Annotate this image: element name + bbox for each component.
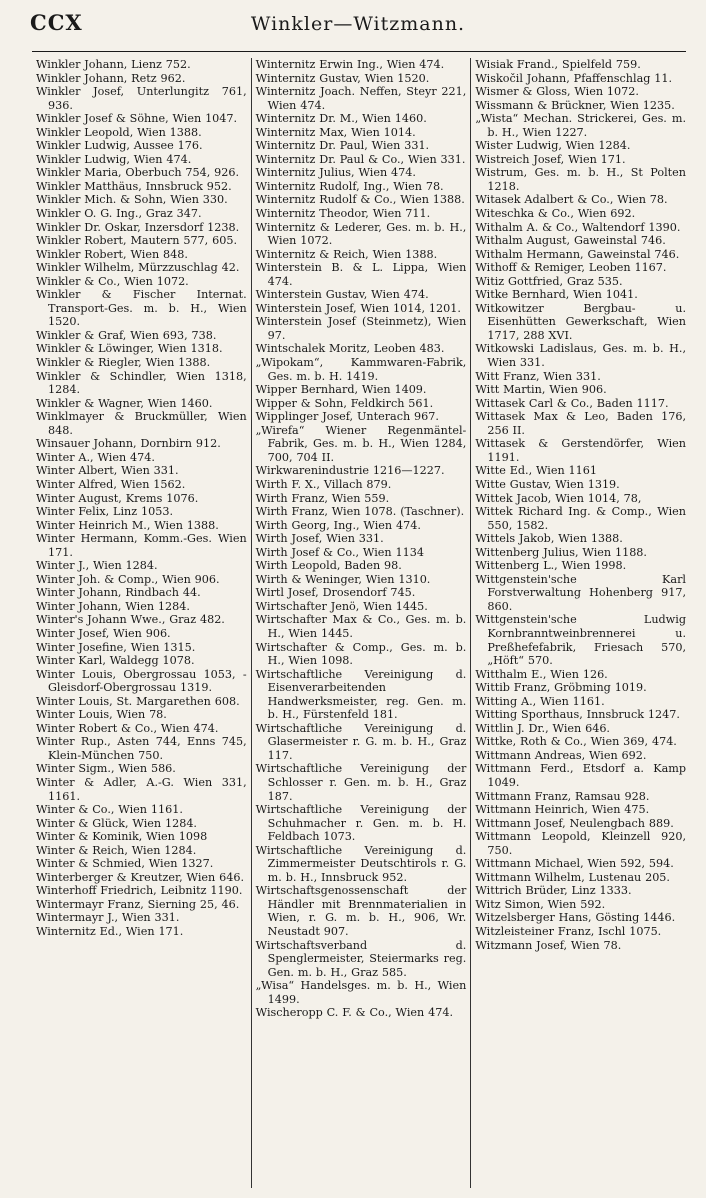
directory-entry: Winter's Johann Wwe., Graz 482. [36, 613, 225, 627]
directory-entry: Witte Ed., Wien 1161 [475, 464, 598, 478]
directory-entry: Wirth Josef, Wien 331. [255, 532, 384, 546]
directory-entry: Winternitz Gustav, Wien 1520. [255, 71, 430, 85]
directory-entry: Wintermayr J., Wien 331. [36, 911, 180, 925]
directory-entry: Wirth Leopold, Baden 98. [255, 559, 402, 573]
directory-entry: Wirtschaftsverband d. Spenglermeister, Steiermarks reg. Gen. m. b. H., Graz 585. [255, 938, 467, 979]
page-title: Winkler—Witzmann. [250, 13, 466, 35]
directory-entry: Winter Johann, Rindbach 44. [36, 586, 201, 600]
directory-entry: Winter & Kominik, Wien 1098 [36, 830, 208, 844]
directory-entry: Wirth & Weninger, Wien 1310. [255, 572, 431, 586]
directory-entry: Winter Joh. & Comp., Wien 906. [36, 572, 220, 586]
directory-entry: Withalm August, Gaweinstal 746. [475, 234, 666, 248]
directory-entry: Winterstein B. & L. Lippa, Wien 474. [255, 261, 467, 288]
directory-entry: Winkler Ludwig, Wien 474. [36, 152, 192, 166]
directory-entry: Wirth Georg, Ing., Wien 474. [255, 518, 421, 532]
directory-entry: Withoff & Remiger, Leoben 1167. [475, 261, 667, 275]
directory-entry: Witzleisteiner Franz, Ischl 1075. [475, 925, 662, 938]
directory-entry: Winter Heinrich M., Wien 1388. [36, 518, 219, 532]
column-3 [470, 58, 690, 1188]
directory-entry: Wirkwarenindustrie 1216—1227. [255, 464, 445, 478]
directory-entry: Witkowitzer Bergbau- u. Eisenhütten Gewerkschaft, Wien 1717, 288 XVI. [475, 301, 687, 342]
column-2 [251, 58, 471, 1188]
directory-entry: „Wisa“ Handelsges. m. b. H., Wien 1499. [255, 979, 467, 1006]
directory-entry: Winter Alfred, Wien 1562. [36, 477, 186, 491]
directory-entry: Winter & Glück, Wien 1284. [36, 816, 197, 830]
directory-entry: Winkler O. G. Ing., Graz 347. [36, 207, 202, 221]
directory-entry: Wittek Jacob, Wien 1014, 78, [475, 491, 642, 505]
directory-entry: Winterstein Josef, Wien 1014, 1201. [255, 301, 461, 315]
directory-entry: Winter Robert & Co., Wien 474. [36, 721, 219, 735]
directory-entry: Winter Sigm., Wien 586. [36, 762, 176, 776]
directory-entry: Witzelsberger Hans, Gösting 1446. [475, 911, 676, 925]
page-header [30, 10, 686, 42]
directory-entry: Winternitz Julius, Wien 474. [255, 166, 416, 180]
directory-entry: Wittels Jakob, Wien 1388. [475, 532, 623, 546]
directory-entry: Winkler Ludwig, Aussee 176. [36, 139, 203, 153]
directory-entry: Wittmann Leopold, Kleinzell 920, 750. [475, 830, 687, 857]
directory-entry: Winkler & Schindler, Wien 1318, 1284. [36, 369, 247, 397]
page-number: CCX [30, 10, 83, 35]
directory-entry: Winkler Johann, Lienz 752. [36, 58, 191, 71]
directory-entry: Winter Josef, Wien 906. [36, 626, 171, 640]
directory-entry: Winkler & Graf, Wien 693, 738. [36, 328, 217, 342]
directory-entry: Winkler Robert, Wien 848. [36, 247, 188, 261]
directory-entry: Witiz Gottfried, Graz 535. [475, 274, 623, 288]
directory-entry: Wittib Franz, Gröbming 1019. [475, 681, 647, 695]
directory-entry: Winter Johann, Wien 1284. [36, 599, 190, 613]
directory-entry: Witz Simon, Wien 592. [475, 897, 606, 911]
directory-entry: Winternitz Max, Wien 1014. [255, 125, 416, 139]
directory-entry: Wittke, Roth & Co., Wien 369, 474. [475, 735, 677, 749]
directory-entry: Winter Josefine, Wien 1315. [36, 640, 196, 654]
directory-entry: Winternitz Rudolf & Co., Wien 1388. [255, 193, 465, 207]
directory-entry: Winterberger & Kreutzer, Wien 646. [36, 870, 245, 884]
directory-entry: Winter Louis, Wien 78. [36, 708, 167, 722]
directory-entry: Winkler Leopold, Wien 1388. [36, 125, 202, 139]
directory-entry: Winkler Matthäus, Innsbruck 952. [36, 179, 232, 193]
directory-entry: Wipper Bernhard, Wien 1409. [255, 383, 427, 397]
directory-entry: Wiskočil Johann, Pfaffenschlag 11. [475, 71, 673, 85]
directory-entry: Wittmann Franz, Ramsau 928. [475, 789, 650, 803]
directory-entry: Wirtl Josef, Drosendorf 745. [255, 586, 416, 600]
directory-entry: Wittek Richard Ing. & Comp., Wien 550, 1582. [475, 505, 687, 532]
directory-entry: Witting Sporthaus, Innsbruck 1247. [475, 708, 680, 722]
directory-entry: Wittlin J. Dr., Wien 646. [475, 721, 610, 735]
directory-entry: Witkowski Ladislaus, Ges. m. b. H., Wien 331. [475, 342, 687, 370]
directory-entry: Witke Bernhard, Wien 1041. [475, 288, 638, 302]
directory-entry: „Wista“ Mechan. Strickerei, Ges. m. b. H., Wien 1227. [475, 112, 687, 139]
directory-entry: Wittmann Andreas, Wien 692. [475, 748, 647, 762]
directory-entry: Wintermayr Franz, Sierning 25, 46. [36, 897, 240, 911]
directory-entry: Wittmann Ferd., Etsdorf a. Kamp 1049. [475, 762, 687, 789]
directory-entry: Winternitz Ed., Wien 171. [36, 925, 184, 938]
directory-entry: Wistreich Josef, Wien 171. [475, 152, 626, 166]
directory-entry: Wischeropp C. F. & Co., Wien 474. [255, 1006, 454, 1020]
directory-entry: Winkler & Löwinger, Wien 1318. [36, 342, 223, 356]
directory-entry: Witthalm E., Wien 126. [475, 667, 608, 681]
directory-entry: Wittgenstein'sche Ludwig Kornbranntweinbrennerei u. Preßhefefabrik, Friesach 570, „Höft“ 570. [475, 613, 687, 668]
directory-entry: Winter J., Wien 1284. [36, 559, 158, 573]
directory-entry: Witt Franz, Wien 331. [475, 369, 601, 383]
directory-entry: Wittgenstein'sche Karl Forstverwaltung Hohenberg 917, 860. [475, 572, 687, 613]
directory-entry: „Wirefa“ Wiener Regenmäntel-Fabrik, Ges. m. b. H., Wien 1284, 700, 704 II. [255, 423, 467, 464]
directory-entry: Wirtschaftliche Vereinigung d. Glasermeister r. G. m. b. H., Graz 117. [255, 721, 467, 762]
directory-entry: Wirth Josef & Co., Wien 1134 [255, 545, 424, 559]
directory-entry: Wittenberg Julius, Wien 1188. [475, 545, 647, 559]
directory-entry: Winsauer Johann, Dornbirn 912. [36, 437, 221, 451]
directory-entry: Winter & Co., Wien 1161. [36, 803, 183, 817]
directory-entry: Winternitz & Lederer, Ges. m. b. H., Wien 1072. [255, 220, 467, 248]
directory-entry: Wirth Franz, Wien 1078. (Taschner). [255, 505, 465, 519]
directory-entry: Wirtschafter Max & Co., Ges. m. b. H., Wien 1445. [255, 613, 467, 640]
directory-entry: Winternitz Dr. M., Wien 1460. [255, 112, 427, 126]
directory-entry: Wittasek & Gerstendörfer, Wien 1191. [475, 437, 687, 464]
directory-entry: Winternitz Dr. Paul, Wien 331. [255, 139, 430, 153]
header-rule [32, 51, 686, 52]
directory-entry: Winter Louis, St. Margarethen 608. [36, 694, 240, 708]
directory-entry: Wipplinger Josef, Unterach 967. [255, 410, 439, 424]
directory-entry: Wissmann & Brückner, Wien 1235. [475, 98, 675, 112]
directory-entry: Withalm A. & Co., Waltendorf 1390. [475, 220, 681, 234]
directory-entry: Wittasek Carl & Co., Baden 1117. [475, 396, 669, 410]
directory-entry: Winter & Adler, A.-G. Wien 331, 1161. [36, 775, 247, 803]
directory-entry: Wirtschaftliche Vereinigung d. Eisenverarbeitenden Handwerksmeister, reg. Gen. m. b. H., Fürstenfeld 181. [255, 667, 467, 722]
directory-entry: Wisiak Frand., Spielfeld 759. [475, 58, 641, 71]
directory-entry: Winkler Josef & Söhne, Wien 1047. [36, 112, 238, 126]
directory-entry: Wintschalek Moritz, Leoben 483. [255, 342, 445, 356]
directory-entry: Wirtschafter & Comp., Ges. m. b. H., Wien 1098. [255, 640, 467, 668]
directory-entry: Winternitz Dr. Paul & Co., Wien 331. [255, 152, 466, 166]
directory-entry: Wirth Franz, Wien 559. [255, 491, 390, 505]
directory-entry: Wittmann Michael, Wien 592, 594. [475, 857, 674, 871]
directory-entry: Winter Rup., Asten 744, Enns 745, Klein-München 750. [36, 735, 247, 762]
directory-entry: Winkler & Wagner, Wien 1460. [36, 396, 213, 410]
directory-entry: Wipper & Sohn, Feldkirch 561. [255, 396, 434, 410]
directory-entry: Winternitz Erwin Ing., Wien 474. [255, 58, 445, 71]
directory-entry: Winter Louis, Obergrossau 1053, - Gleisdorf-Obergrossau 1319. [36, 667, 247, 695]
directory-entry: Winter Felix, Linz 1053. [36, 505, 174, 519]
directory-entry: Wittenberg L., Wien 1998. [475, 559, 627, 573]
directory-entry: Wirtschaftliche Vereinigung der Schlosser r. Gen. m. b. H., Graz 187. [255, 762, 467, 803]
directory-entry: Wittmann Josef, Neulengbach 889. [475, 816, 674, 830]
directory-entry: Wittmann Heinrich, Wien 475. [475, 803, 650, 817]
directory-entry: Witt Martin, Wien 906. [475, 383, 607, 397]
directory-entry: Winterstein Josef (Steinmetz), Wien 97. [255, 315, 467, 342]
directory-entry: Winkler & Riegler, Wien 1388. [36, 356, 211, 370]
directory-entry: Winternitz Theodor, Wien 711. [255, 207, 431, 221]
directory-entry: Winkler Dr. Oskar, Inzersdorf 1238. [36, 220, 240, 234]
directory-entry: Witasek Adalbert & Co., Wien 78. [475, 193, 668, 207]
directory-entry: Winkler & Fischer Internat. Transport-Ges. m. b. H., Wien 1520. [36, 288, 247, 329]
directory-entry: Winter Karl, Waldegg 1078. [36, 654, 195, 668]
directory-entry: Wirtschaftliche Vereinigung d. Zimmermeister Deutschtirols r. G. m. b. H., Innsbruck 952. [255, 843, 467, 884]
directory-entry: Winternitz Rudolf, Ing., Wien 78. [255, 179, 444, 193]
directory-entry: Winkler Johann, Retz 962. [36, 71, 186, 85]
directory-entry: Witte Gustav, Wien 1319. [475, 477, 620, 491]
directory-entry: Wirth F. X., Villach 879. [255, 477, 392, 491]
directory-entry: Wittasek Max & Leo, Baden 176, 256 II. [475, 410, 687, 437]
directory-entry: Winter Hermann, Komm.-Ges. Wien 171. [36, 532, 247, 559]
directory-entry: Winkler Mich. & Sohn, Wien 330. [36, 193, 228, 207]
directory-columns [32, 58, 690, 1188]
directory-entry: Wittrich Brüder, Linz 1333. [475, 884, 632, 898]
directory-entry: Withalm Hermann, Gaweinstal 746. [475, 247, 680, 261]
directory-entry: Winter Albert, Wien 331. [36, 464, 179, 478]
directory-entry: Winkler Robert, Mautern 577, 605. [36, 234, 237, 248]
directory-entry: Wistrum, Ges. m. b. H., St Polten 1218. [475, 166, 687, 193]
directory-entry: Wirtschaftliche Vereinigung der Schuhmacher r. Gen. m. b. H. Feldbach 1073. [255, 803, 467, 844]
directory-entry: Wismer & Gloss, Wien 1072. [475, 85, 639, 99]
directory-entry: Winterhoff Friedrich, Leibnitz 1190. [36, 884, 243, 898]
directory-entry: Winter & Schmied, Wien 1327. [36, 857, 214, 871]
directory-entry: Wittmann Wilhelm, Lustenau 205. [475, 870, 670, 884]
directory-entry: Winkler Josef, Unterlungitz 761, 936. [36, 85, 247, 112]
directory-entry: Witzmann Josef, Wien 78. [475, 938, 622, 952]
directory-entry: Winterstein Gustav, Wien 474. [255, 288, 429, 302]
directory-entry: Winter August, Krems 1076. [36, 491, 199, 505]
column-1 [32, 58, 251, 1188]
directory-entry: Wister Ludwig, Wien 1284. [475, 139, 631, 153]
directory-entry: Winter A., Wien 474. [36, 450, 155, 464]
directory-entry: Wirtschaftsgenossenschaft der Händler mit Brennmaterialien in Wien, r. G. m. b. H., 906, Wr. Neustadt 907. [255, 884, 467, 938]
directory-entry: Winklmayer & Bruckmüller, Wien 848. [36, 410, 247, 437]
directory-entry: „Wipokam“, Kammwaren-Fabrik, Ges. m. b. H. 1419. [255, 356, 467, 383]
directory-entry: Winternitz & Reich, Wien 1388. [255, 247, 438, 261]
directory-entry: Winkler & Co., Wien 1072. [36, 274, 189, 288]
directory-entry: Winkler Wilhelm, Mürzzuschlag 42. [36, 261, 240, 275]
directory-entry: Wirtschafter Jenö, Wien 1445. [255, 599, 428, 613]
directory-entry: Winkler Maria, Oberbuch 754, 926. [36, 166, 240, 180]
directory-entry: Witting A., Wien 1161. [475, 694, 605, 708]
directory-entry: Winternitz Joach. Neffen, Steyr 221, Wien 474. [255, 85, 467, 112]
directory-entry: Witeschka & Co., Wien 692. [475, 207, 636, 221]
directory-entry: Winter & Reich, Wien 1284. [36, 843, 197, 857]
